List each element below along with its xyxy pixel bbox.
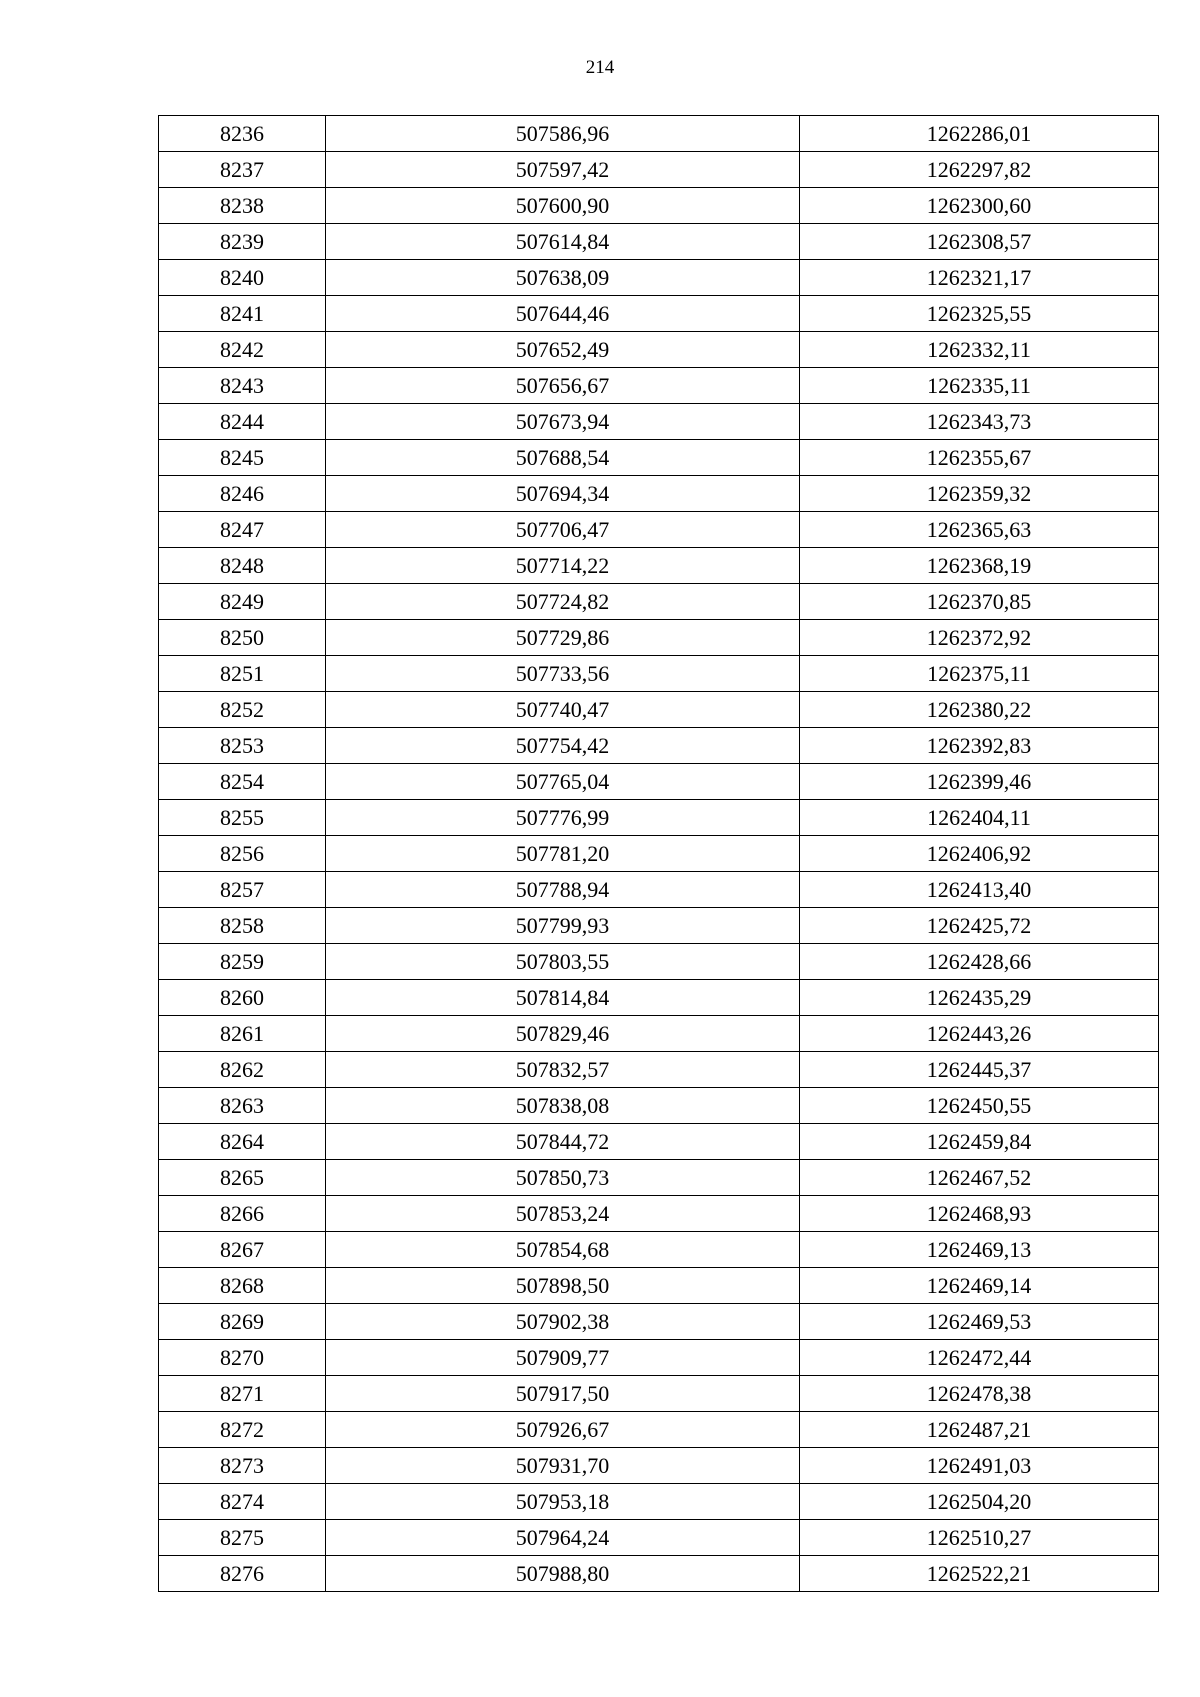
table-row: [159, 1016, 1159, 1052]
point-number-cell: 8239: [159, 224, 326, 260]
x-coordinate-cell: 507652,49: [326, 332, 800, 368]
y-coordinate-cell: 1262413,40: [800, 872, 1159, 908]
table-row: [159, 512, 1159, 548]
table-row: [159, 440, 1159, 476]
table-row: [159, 728, 1159, 764]
y-coordinate-cell: 1262406,92: [800, 836, 1159, 872]
x-coordinate-cell: 507814,84: [326, 980, 800, 1016]
y-coordinate-cell: 1262459,84: [800, 1124, 1159, 1160]
table-row: [159, 692, 1159, 728]
x-coordinate-cell: 507926,67: [326, 1412, 800, 1448]
point-number-cell: 8272: [159, 1412, 326, 1448]
table-row: [159, 1088, 1159, 1124]
y-coordinate-cell: 1262297,82: [800, 152, 1159, 188]
point-number-cell: 8254: [159, 764, 326, 800]
x-coordinate-cell: 507917,50: [326, 1376, 800, 1412]
table-row: [159, 260, 1159, 296]
table-row: [159, 908, 1159, 944]
y-coordinate-cell: 1262399,46: [800, 764, 1159, 800]
point-number-cell: 8259: [159, 944, 326, 980]
point-number-cell: 8265: [159, 1160, 326, 1196]
point-number-cell: 8249: [159, 584, 326, 620]
x-coordinate-cell: 507724,82: [326, 584, 800, 620]
x-coordinate-cell: 507964,24: [326, 1520, 800, 1556]
x-coordinate-cell: 507832,57: [326, 1052, 800, 1088]
y-coordinate-cell: 1262335,11: [800, 368, 1159, 404]
x-coordinate-cell: 507638,09: [326, 260, 800, 296]
point-number-cell: 8269: [159, 1304, 326, 1340]
point-number-cell: 8248: [159, 548, 326, 584]
x-coordinate-cell: 507740,47: [326, 692, 800, 728]
y-coordinate-cell: 1262321,17: [800, 260, 1159, 296]
point-number-cell: 8276: [159, 1556, 326, 1592]
y-coordinate-cell: 1262392,83: [800, 728, 1159, 764]
x-coordinate-cell: 507799,93: [326, 908, 800, 944]
x-coordinate-cell: 507706,47: [326, 512, 800, 548]
y-coordinate-cell: 1262332,11: [800, 332, 1159, 368]
y-coordinate-cell: 1262445,37: [800, 1052, 1159, 1088]
y-coordinate-cell: 1262428,66: [800, 944, 1159, 980]
table-row: [159, 1484, 1159, 1520]
x-coordinate-cell: 507614,84: [326, 224, 800, 260]
x-coordinate-cell: 507729,86: [326, 620, 800, 656]
y-coordinate-cell: 1262478,38: [800, 1376, 1159, 1412]
table-row: [159, 1376, 1159, 1412]
table-row: [159, 1124, 1159, 1160]
y-coordinate-cell: 1262286,01: [800, 116, 1159, 152]
point-number-cell: 8268: [159, 1268, 326, 1304]
y-coordinate-cell: 1262380,22: [800, 692, 1159, 728]
point-number-cell: 8274: [159, 1484, 326, 1520]
table-row: [159, 944, 1159, 980]
x-coordinate-cell: 507931,70: [326, 1448, 800, 1484]
x-coordinate-cell: 507788,94: [326, 872, 800, 908]
x-coordinate-cell: 507898,50: [326, 1268, 800, 1304]
x-coordinate-cell: 507765,04: [326, 764, 800, 800]
table-row: [159, 116, 1159, 152]
table-row: [159, 1268, 1159, 1304]
y-coordinate-cell: 1262368,19: [800, 548, 1159, 584]
table-row: [159, 584, 1159, 620]
point-number-cell: 8260: [159, 980, 326, 1016]
point-number-cell: 8244: [159, 404, 326, 440]
y-coordinate-cell: 1262491,03: [800, 1448, 1159, 1484]
x-coordinate-cell: 507754,42: [326, 728, 800, 764]
y-coordinate-cell: 1262522,21: [800, 1556, 1159, 1592]
y-coordinate-cell: 1262467,52: [800, 1160, 1159, 1196]
point-number-cell: 8237: [159, 152, 326, 188]
x-coordinate-cell: 507803,55: [326, 944, 800, 980]
point-number-cell: 8266: [159, 1196, 326, 1232]
table-row: [159, 1304, 1159, 1340]
y-coordinate-cell: 1262504,20: [800, 1484, 1159, 1520]
table-row: [159, 476, 1159, 512]
y-coordinate-cell: 1262370,85: [800, 584, 1159, 620]
x-coordinate-cell: 507597,42: [326, 152, 800, 188]
point-number-cell: 8275: [159, 1520, 326, 1556]
point-number-cell: 8245: [159, 440, 326, 476]
x-coordinate-cell: 507673,94: [326, 404, 800, 440]
table-row: [159, 1412, 1159, 1448]
table-row: [159, 980, 1159, 1016]
table-row: [159, 332, 1159, 368]
table-row: [159, 152, 1159, 188]
x-coordinate-cell: 507600,90: [326, 188, 800, 224]
point-number-cell: 8262: [159, 1052, 326, 1088]
y-coordinate-cell: 1262510,27: [800, 1520, 1159, 1556]
y-coordinate-cell: 1262404,11: [800, 800, 1159, 836]
table-row: [159, 548, 1159, 584]
y-coordinate-cell: 1262308,57: [800, 224, 1159, 260]
point-number-cell: 8243: [159, 368, 326, 404]
y-coordinate-cell: 1262300,60: [800, 188, 1159, 224]
y-coordinate-cell: 1262469,14: [800, 1268, 1159, 1304]
point-number-cell: 8241: [159, 296, 326, 332]
point-number-cell: 8261: [159, 1016, 326, 1052]
x-coordinate-cell: 507829,46: [326, 1016, 800, 1052]
coordinates-table-body: [159, 116, 1159, 1592]
point-number-cell: 8271: [159, 1376, 326, 1412]
table-row: [159, 224, 1159, 260]
table-row: [159, 1196, 1159, 1232]
table-row: [159, 1232, 1159, 1268]
y-coordinate-cell: 1262487,21: [800, 1412, 1159, 1448]
x-coordinate-cell: 507844,72: [326, 1124, 800, 1160]
point-number-cell: 8270: [159, 1340, 326, 1376]
table-row: [159, 836, 1159, 872]
x-coordinate-cell: 507714,22: [326, 548, 800, 584]
point-number-cell: 8236: [159, 116, 326, 152]
x-coordinate-cell: 507694,34: [326, 476, 800, 512]
table-row: [159, 188, 1159, 224]
table-row: [159, 1448, 1159, 1484]
y-coordinate-cell: 1262365,63: [800, 512, 1159, 548]
point-number-cell: 8273: [159, 1448, 326, 1484]
table-row: [159, 404, 1159, 440]
y-coordinate-cell: 1262359,32: [800, 476, 1159, 512]
x-coordinate-cell: 507853,24: [326, 1196, 800, 1232]
table-row: [159, 368, 1159, 404]
table-row: [159, 1160, 1159, 1196]
table-row: [159, 656, 1159, 692]
x-coordinate-cell: 507838,08: [326, 1088, 800, 1124]
table-row: [159, 872, 1159, 908]
y-coordinate-cell: 1262343,73: [800, 404, 1159, 440]
point-number-cell: 8242: [159, 332, 326, 368]
point-number-cell: 8253: [159, 728, 326, 764]
x-coordinate-cell: 507776,99: [326, 800, 800, 836]
point-number-cell: 8256: [159, 836, 326, 872]
point-number-cell: 8250: [159, 620, 326, 656]
y-coordinate-cell: 1262375,11: [800, 656, 1159, 692]
y-coordinate-cell: 1262435,29: [800, 980, 1159, 1016]
y-coordinate-cell: 1262450,55: [800, 1088, 1159, 1124]
point-number-cell: 8263: [159, 1088, 326, 1124]
point-number-cell: 8255: [159, 800, 326, 836]
point-number-cell: 8267: [159, 1232, 326, 1268]
page-number: 214: [585, 57, 615, 78]
table-row: [159, 1556, 1159, 1592]
table-row: [159, 800, 1159, 836]
point-number-cell: 8247: [159, 512, 326, 548]
x-coordinate-cell: 507644,46: [326, 296, 800, 332]
point-number-cell: 8238: [159, 188, 326, 224]
y-coordinate-cell: 1262355,67: [800, 440, 1159, 476]
point-number-cell: 8251: [159, 656, 326, 692]
x-coordinate-cell: 507656,67: [326, 368, 800, 404]
x-coordinate-cell: 507781,20: [326, 836, 800, 872]
y-coordinate-cell: 1262468,93: [800, 1196, 1159, 1232]
y-coordinate-cell: 1262443,26: [800, 1016, 1159, 1052]
point-number-cell: 8264: [159, 1124, 326, 1160]
x-coordinate-cell: 507953,18: [326, 1484, 800, 1520]
point-number-cell: 8246: [159, 476, 326, 512]
y-coordinate-cell: 1262469,53: [800, 1304, 1159, 1340]
x-coordinate-cell: 507909,77: [326, 1340, 800, 1376]
x-coordinate-cell: 507733,56: [326, 656, 800, 692]
x-coordinate-cell: 507850,73: [326, 1160, 800, 1196]
x-coordinate-cell: 507688,54: [326, 440, 800, 476]
table-row: [159, 1340, 1159, 1376]
x-coordinate-cell: 507854,68: [326, 1232, 800, 1268]
y-coordinate-cell: 1262472,44: [800, 1340, 1159, 1376]
table-row: [159, 620, 1159, 656]
table-row: [159, 296, 1159, 332]
table-row: [159, 1520, 1159, 1556]
y-coordinate-cell: 1262372,92: [800, 620, 1159, 656]
point-number-cell: 8258: [159, 908, 326, 944]
table-row: [159, 1052, 1159, 1088]
point-number-cell: 8257: [159, 872, 326, 908]
x-coordinate-cell: 507586,96: [326, 116, 800, 152]
point-number-cell: 8252: [159, 692, 326, 728]
y-coordinate-cell: 1262325,55: [800, 296, 1159, 332]
table-row: [159, 764, 1159, 800]
point-number-cell: 8240: [159, 260, 326, 296]
y-coordinate-cell: 1262425,72: [800, 908, 1159, 944]
coordinates-table: [158, 115, 1159, 1592]
y-coordinate-cell: 1262469,13: [800, 1232, 1159, 1268]
x-coordinate-cell: 507988,80: [326, 1556, 800, 1592]
x-coordinate-cell: 507902,38: [326, 1304, 800, 1340]
